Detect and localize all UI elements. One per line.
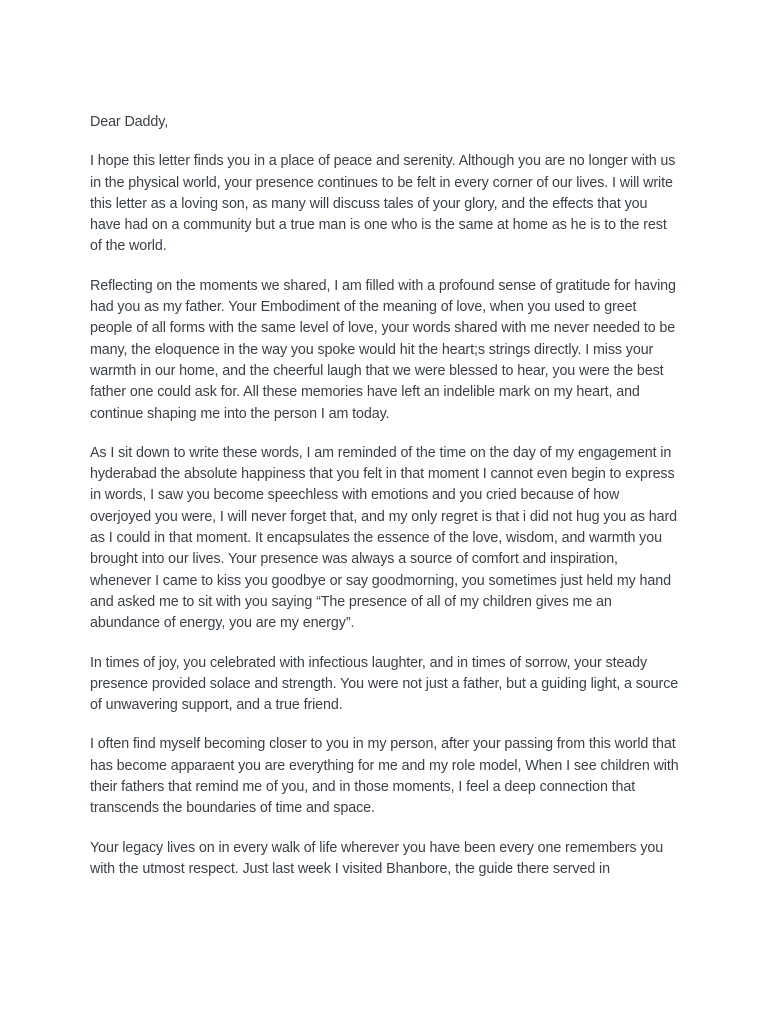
salutation: Dear Daddy, bbox=[90, 114, 169, 130]
paragraph-5: I often find myself becoming closer to you in my person, after your passing from this world that has become apparaent you are everything for me and my role model, When I see children with their fathers that remind me of you, and in those moments, I feel a deep connection that transcends the boundaries of time and space. bbox=[90, 736, 679, 817]
paragraph-6: Your legacy lives on in every walk of life wherever you have been every one remembers you with the utmost respect. Just last week I visited Bhanbore, the guide there served in bbox=[90, 839, 664, 877]
letter-body bbox=[90, 112, 680, 898]
paragraph-2: Reflecting on the moments we shared, I am filled with a profound sense of gratitude for having had you as my father. Your Embodiment of the meaning of love, when you used to greet people of all forms with the same level of love, your words shared with me never needed to be many, the eloquence in the way you spoke would hit the heart;s strings directly. I miss your warmth in our home, and the cheerful laugh that we were blessed to hear, you were the best father one could ask for. All these memories have left an indelible mark on my heart, and continue shaping me into the person I am today. bbox=[90, 277, 676, 422]
paragraph-3: As I sit down to write these words, I am reminded of the time on the day of my engagement in hyderabad the absolute happiness that you felt in that moment I cannot even begin to express in words, I saw you become speechless with emotions and you cried because of how overjoyed you were, I will never forget that, and my only regret is that i did not hug you as hard as I could in that moment. It encapsulates the essence of the love, wisdom, and warmth you brought into our lives. Your presence was always a source of comfort and inspiration, whenever I came to kiss you goodbye or say goodmorning, you sometimes just held my hand and asked me to sit with you saying “The presence of all of my children gives me an abundance of energy, you are my energy”. bbox=[90, 444, 678, 632]
paragraph-1: I hope this letter finds you in a place of peace and serenity. Although you are no longer with us in the physical world, your presence continues to be felt in every corner of our lives. I will write this letter as a loving son, as many will discuss tales of your glory, and the effects that you have had on a community but a true man is one who is the same at home as he is to the rest of the world. bbox=[90, 153, 676, 255]
paragraph-4: In times of joy, you celebrated with infectious laughter, and in times of sorrow, your steady presence provided solace and strength. You were not just a father, but a guiding light, a source of unwavering support, and a true friend. bbox=[90, 654, 679, 714]
